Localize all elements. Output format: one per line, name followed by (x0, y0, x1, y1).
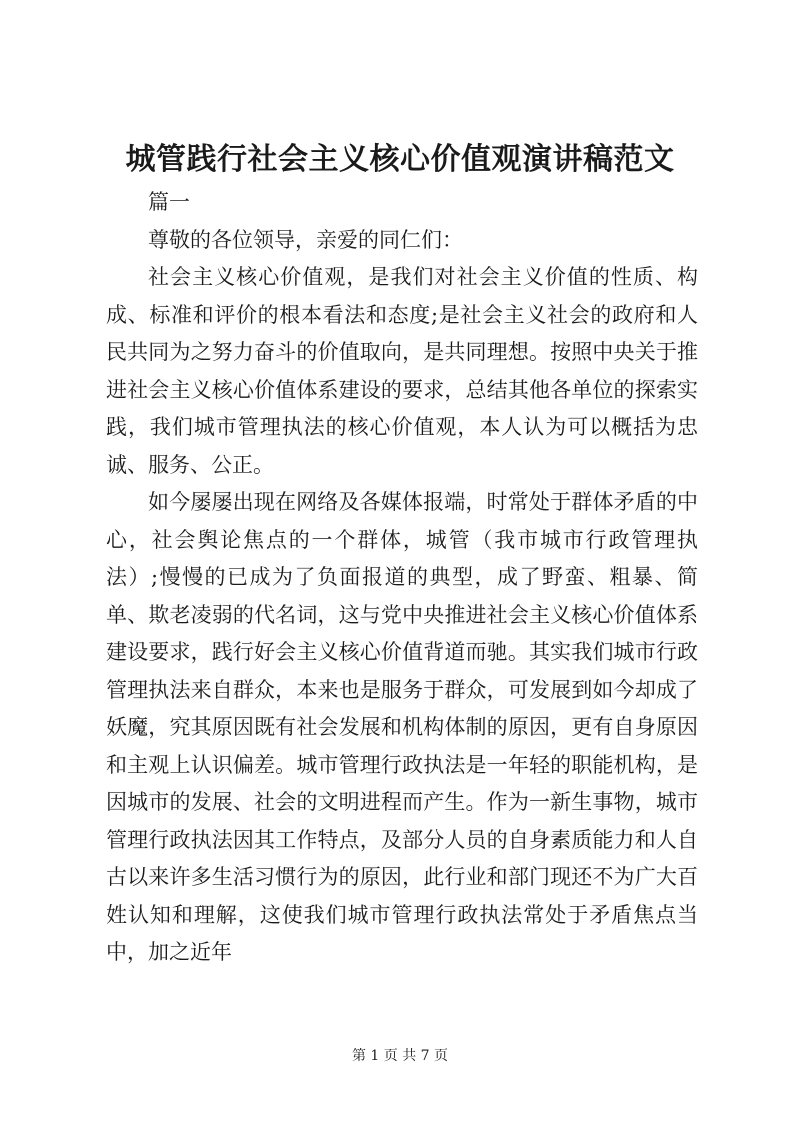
paragraph: 社会主义核心价值观，是我们对社会主义价值的性质、构成、标准和评价的根本看法和态度;是社会主义社会的政府和人民共同为之努力奋斗的价值取向，是共同理想。按照中央关于推进社会主义核心价值体系建设的要求，总结其他各单位的探索实践，我们城市管理执法的核心价值观，本人认为可以概括为忠诚、服务、公正。 (106, 265, 698, 477)
section-heading: 篇一 (148, 190, 190, 214)
paragraph: 如今屡屡出现在网络及各媒体报端，时常处于群体矛盾的中心，社会舆论焦点的一个群体，城管（我市城市行政管理执法）;慢慢的已成为了负面报道的典型，成了野蛮、粗暴、简单、欺老凌弱的代名词，这与党中央推进社会主义核心价值体系建设要求，践行好会主义核心价值背道而驰。其实我们城市行政管理执法来自群众，本来也是服务于群众，可发展到如今却成了妖魔，究其原因既有社会发展和机构体制的原因，更有自身原因和主观上认识偏差。城市管理行政执法是一年轻的职能机构，是因城市的发展、社会的文明进程而产生。作为一新生事物，城市管理行政执法因其工作特点，及部分人员的自身素质能力和人自古以来许多生活习惯行为的原因，此行业和部门现还不为广大百姓认知和理解，这使我们城市管理行政执法常处于矛盾焦点当中，加之近年 (106, 490, 698, 964)
document-title: 城管践行社会主义核心价值观演讲稿范文 (125, 142, 675, 177)
salutation: 尊敬的各位领导，亲爱的同仁们： (148, 227, 463, 252)
page-footer: 第 1 页 共 7 页 (351, 1048, 449, 1064)
document-body (106, 184, 698, 972)
